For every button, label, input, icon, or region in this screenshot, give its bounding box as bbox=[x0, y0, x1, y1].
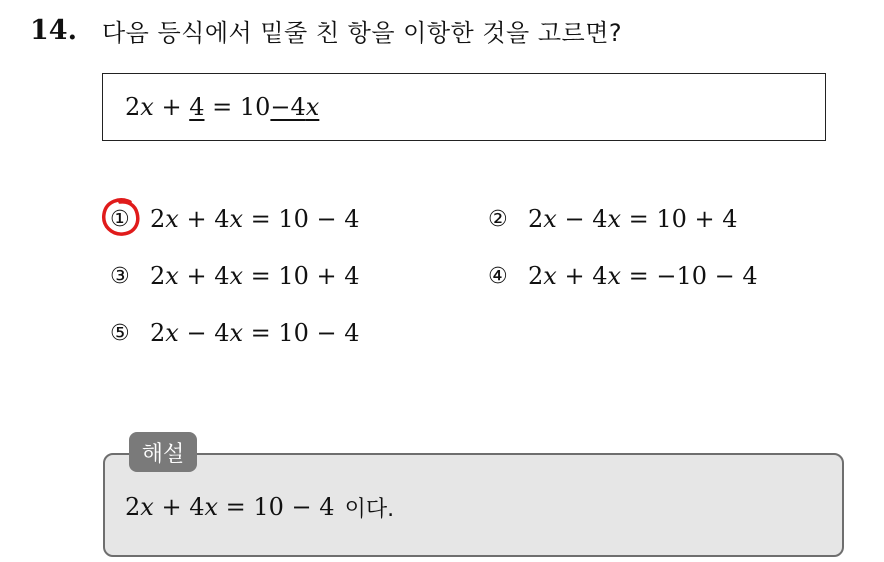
explanation-suffix: 이다. bbox=[344, 496, 395, 522]
choice-1-expr: 2x + 4x = 10 − 4 bbox=[150, 205, 360, 233]
choice-3-expr: 2x + 4x = 10 + 4 bbox=[150, 262, 360, 290]
choice-4-mark: ④ bbox=[488, 263, 508, 289]
equation-underlined-term-2: −4x bbox=[270, 93, 320, 121]
choice-5-expr: 2x − 4x = 10 − 4 bbox=[150, 319, 360, 347]
choice-3-mark: ③ bbox=[110, 263, 130, 289]
choice-1-mark: ① bbox=[110, 206, 130, 232]
explanation-text bbox=[125, 490, 394, 524]
equation-left-plain: 2x + bbox=[125, 93, 190, 121]
answer-circle-icon bbox=[100, 196, 142, 238]
question-text: 다음 등식에서 밑줄 친 항을 이항한 것을 고르면? bbox=[102, 18, 623, 47]
equation-underlined-term-1: 4 bbox=[189, 93, 205, 121]
choice-5-mark: ⑤ bbox=[110, 320, 130, 346]
question-header bbox=[30, 12, 622, 48]
explanation-label: 해설 bbox=[129, 432, 197, 472]
question-number: 14. bbox=[30, 14, 77, 46]
choice-1[interactable] bbox=[110, 202, 360, 236]
choice-2-expr: 2x − 4x = 10 + 4 bbox=[528, 205, 738, 233]
choice-2-mark: ② bbox=[488, 206, 508, 232]
equation-middle: = 10 bbox=[204, 93, 271, 121]
choice-3[interactable] bbox=[110, 259, 360, 293]
choice-5[interactable] bbox=[110, 316, 360, 350]
equation bbox=[125, 93, 319, 121]
choice-4-expr: 2x + 4x = −10 − 4 bbox=[528, 262, 758, 290]
equation-box bbox=[102, 73, 826, 141]
choice-4[interactable] bbox=[488, 259, 758, 293]
explanation-expr: 2x + 4x = 10 − 4 bbox=[125, 493, 335, 521]
choice-2[interactable] bbox=[488, 202, 738, 236]
